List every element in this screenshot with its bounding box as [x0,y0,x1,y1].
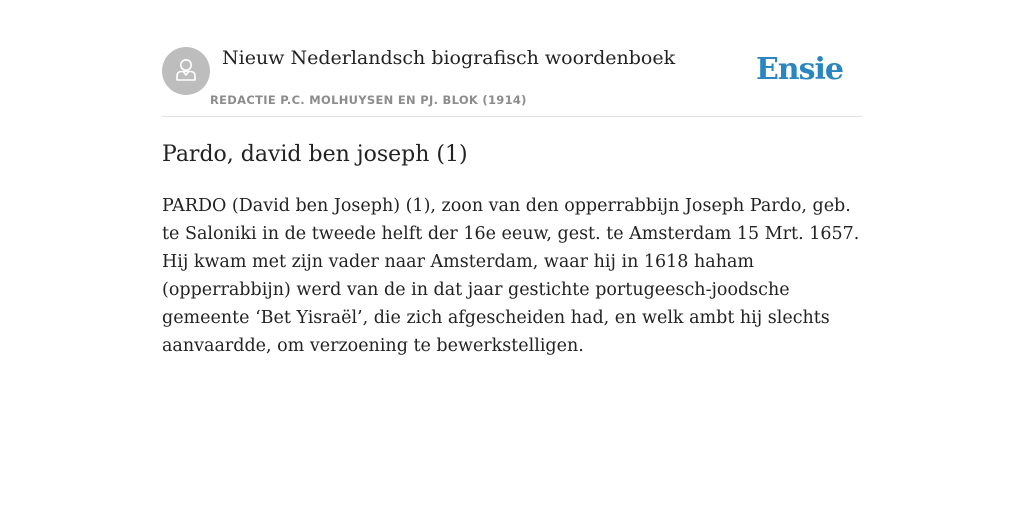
book-editors: REDACTIE P.C. MOLHUYSEN EN PJ. BLOK (1914) [210,93,527,107]
book-title[interactable]: Nieuw Nederlandsch biografisch woordenboek [222,47,676,69]
avatar[interactable] [162,47,210,95]
entry-title: Pardo, david ben joseph (1) [162,142,468,167]
entry-body: PARDO (David ben Joseph) (1), zoon van den opperrabbijn Joseph Pardo, geb. te Saloniki in de tweede helft der 16e eeuw, gest. te Amsterdam 15 Mrt. 1657. Hij kwam met zijn vader naar Amsterdam, waar hij in 1618 haham (opperrabbijn) werd van de in dat jaar gestichte portugeesch-joodsche gemeente ‘Bet Yisraël’, die zich afgescheiden had, en welk ambt hij slechts aanvaardde, om verzoening te bewerkstelligen. [162,196,860,356]
user-icon [172,55,200,88]
ensie-logo[interactable]: Ensie [755,52,843,87]
book-header [162,46,862,117]
